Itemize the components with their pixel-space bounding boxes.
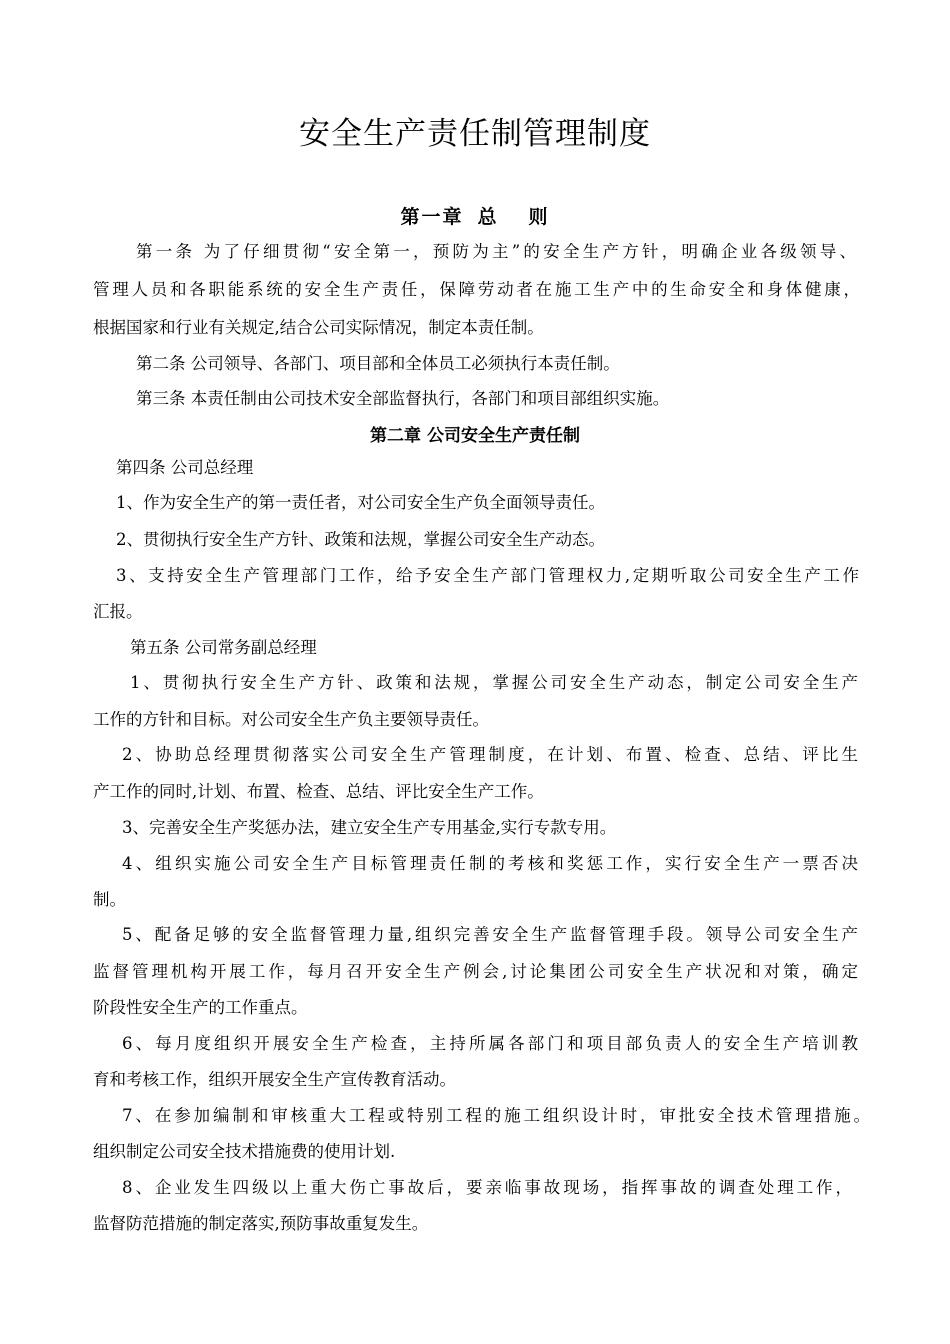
article-5-line: 6、每月度组织开展安全生产检查，主持所属各部门和项目部负责人的安全生产培训教 xyxy=(122,1034,858,1053)
article-5-line: 7、在参加编制和审核重大工程或特别工程的施工组织设计时，审批安全技术管理措施。 xyxy=(122,1106,870,1125)
article-5-line: 组织制定公司安全技术措施费的使用计划. xyxy=(93,1142,396,1161)
article-4-item-continued: 汇报。 xyxy=(93,602,143,621)
article-5-line: 监督管理机构开展工作，每月召开安全生产例会,讨论集团公司安全生产状况和对策，确定 xyxy=(93,962,858,981)
article-4-item: 3、支持安全生产管理部门工作，给予安全生产部门管理权力,定期听取公司安全生产工作 xyxy=(116,566,859,585)
article-2: 第二条 公司领导、各部门、项目部和全体员工必须执行本责任制。 xyxy=(136,354,620,373)
article-5-line: 工作的方针和目标。对公司安全生产负主要领导责任。 xyxy=(93,710,489,729)
chapter-1-heading xyxy=(0,202,950,229)
article-5-line: 育和考核工作，组织开展安全生产宣传教育活动。 xyxy=(93,1070,456,1089)
document-title: 安全生产责任制管理制度 xyxy=(299,116,651,152)
article-3: 第三条 本责任制由公司技术安全部监督执行，各部门和项目部组织实施。 xyxy=(136,389,670,408)
article-5-line: 4、组织实施公司安全生产目标管理责任制的考核和奖惩工作，实行安全生产一票否决 xyxy=(122,854,858,873)
article-5-line: 阶段性安全生产的工作重点。 xyxy=(93,998,308,1017)
article-5-line: 监督防范措施的制定落实,预防事故重复发生。 xyxy=(93,1214,429,1233)
article-5-line: 2、协助总经理贯彻落实公司安全生产管理制度，在计划、布置、检查、总结、评比生 xyxy=(122,745,858,764)
chapter-2-heading: 第二章 公司安全生产责任制 xyxy=(370,426,580,446)
article-4-item: 2、贯彻执行安全生产方针、政策和法规，掌握公司安全生产动态。 xyxy=(116,530,605,549)
article-5-line: 产工作的同时,计划、布置、检查、总结、评比安全生产工作。 xyxy=(93,782,544,801)
article-4-title: 第四条 公司总经理 xyxy=(116,458,254,477)
article-5-line: 3、完善安全生产奖惩办法，建立安全生产专用基金,实行专款专用。 xyxy=(122,818,617,837)
article-4-item: 1、作为安全生产的第一责任者，对公司安全生产负全面领导责任。 xyxy=(116,493,605,512)
article-1-line-1: 第一条 为了仔细贯彻“安全第一，预防为主”的安全生产方针，明确企业各级领导、 xyxy=(136,242,856,261)
article-5-line: 5、配备足够的安全监督管理力量,组织完善安全生产监督管理手段。领导公司安全生产 xyxy=(122,925,858,944)
chapter-1-label: 第一章 xyxy=(400,206,464,228)
article-1-line-2: 管理人员和各职能系统的安全生产责任，保障劳动者在施工生产中的生命安全和身体健康， xyxy=(93,280,860,299)
article-5-title: 第五条 公司常务副总经理 xyxy=(130,638,317,657)
chapter-1-word-a: 总 xyxy=(477,206,499,228)
article-5-line: 制。 xyxy=(93,890,126,909)
chapter-1-word-b: 则 xyxy=(528,206,550,228)
article-1-line-3: 根据国家和行业有关规定,结合公司实际情况，制定本责任制。 xyxy=(93,318,544,337)
article-5-line: 8、企业发生四级以上重大伤亡事故后，要亲临事故现场，指挥事故的调查处理工作， xyxy=(122,1178,852,1197)
article-5-line: 1、贯彻执行安全生产方针、政策和法规，掌握公司安全生产动态，制定公司安全生产 xyxy=(130,673,858,692)
